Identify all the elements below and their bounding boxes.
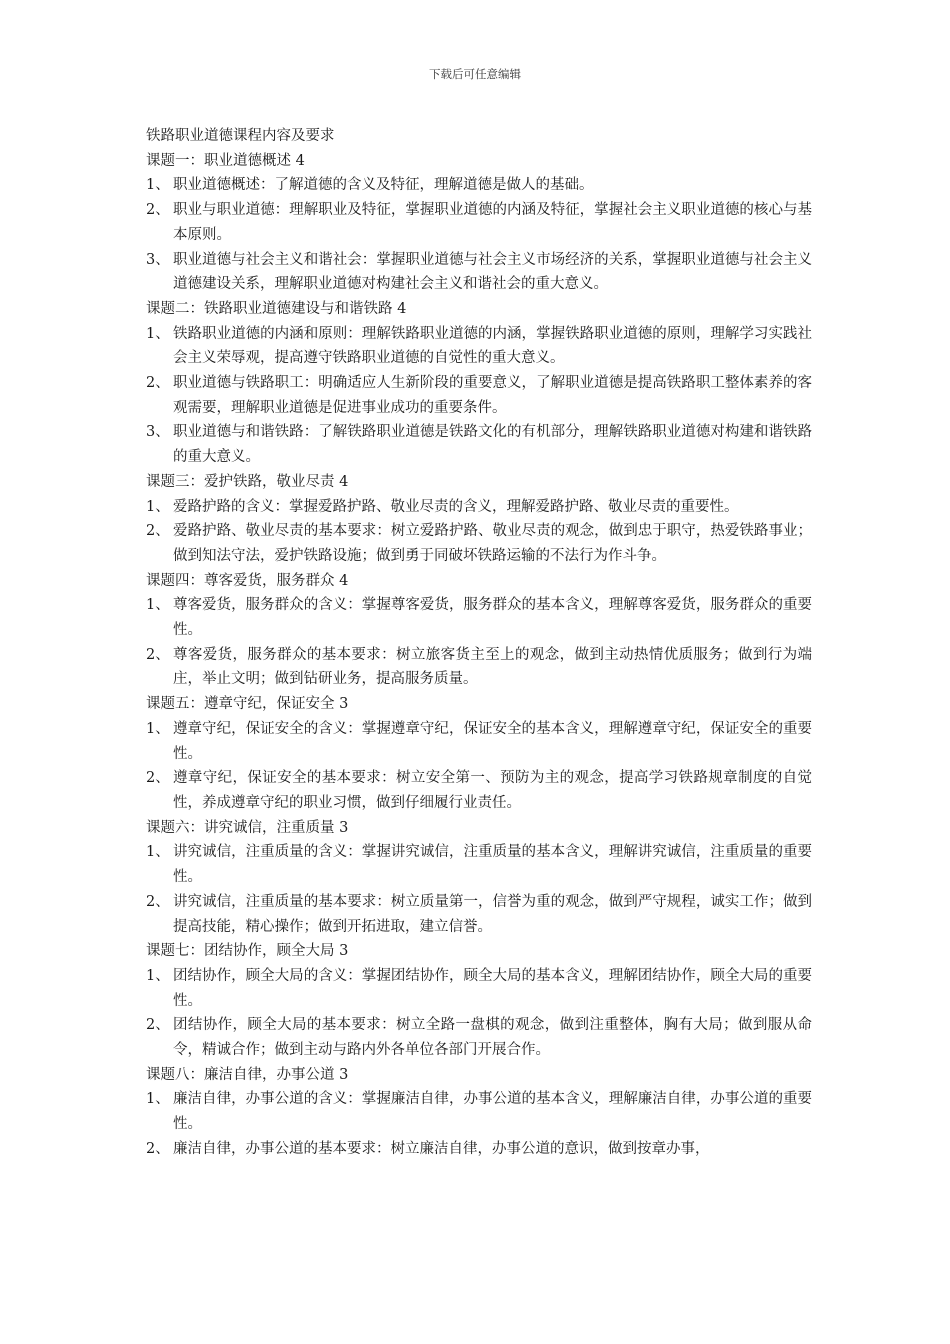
list-item-number: 1、 [146,325,170,342]
list-item-number: 1、 [146,597,170,614]
list-item-text: 爱路护路的含义：掌握爱路护路、敬业尽责的含义，理解爱路护路、敬业尽责的重要性。 [173,498,739,515]
list-item-text: 爱路护路、敬业尽责的基本要求：树立爱路护路、敬业尽责的观念，做到忠于职守，热爱铁路事业；做到知法守法，爱护铁路设施；做到勇于同破坏铁路运输的不法行为作斗争。 [173,523,812,564]
list-item-text: 职业道德与铁路职工：明确适应人生新阶段的重要意义，了解职业道德是提高铁路职工整体素养的客观需要，理解职业道德是促进事业成功的重要条件。 [173,375,812,416]
list-item-number: 2、 [146,646,170,663]
list-item [146,248,812,297]
list-item-number: 3、 [146,251,170,268]
list-item-number: 2、 [146,893,170,910]
list-item-number: 1、 [146,1091,170,1108]
list-item [146,840,812,889]
list-item-number: 2、 [146,770,170,787]
list-item-text: 尊客爱货，服务群众的基本要求：树立旅客货主至上的观念，做到主动热情优质服务；做到行为端庄，举止文明；做到钻研业务，提高服务质量。 [173,646,812,688]
topic-heading: 课题二：铁路职业道德建设与和谐铁路 4 [146,300,407,317]
list-item [146,420,812,469]
list-item [146,519,812,568]
list-item [146,495,812,520]
list-item-text: 职业道德与和谐铁路：了解铁路职业道德是铁路文化的有机部分，理解铁路职业道德对构建和谐铁路的重大意义。 [173,424,812,466]
list-item-text: 尊客爱货，服务群众的含义：掌握尊客爱货，服务群众的基本含义，理解尊客爱货，服务群众的重要性。 [173,597,812,639]
topic-heading: 课题四：尊客爱货，服务群众 4 [146,572,349,589]
list-item-text: 团结协作，顾全大局的基本要求：树立全路一盘棋的观念，做到注重整体，胸有大局；做到服从命令，精诚合作；做到主动与路内外各单位各部门开展合作。 [173,1017,812,1059]
list-item [146,198,812,247]
list-item [146,766,812,815]
list-item-text: 讲究诚信，注重质量的基本要求：树立质量第一，信誉为重的观念，做到严守规程，诚实工作；做到提高技能，精心操作；做到开拓进取，建立信誉。 [173,893,812,935]
list-item [146,173,812,198]
topic-heading: 课题三：爱护铁路，敬业尽责 4 [146,473,349,490]
document-title: 铁路职业道德课程内容及要求 [146,128,335,144]
list-item-text: 廉洁自律，办事公道的含义：掌握廉洁自律，办事公道的基本含义，理解廉洁自律，办事公道的重要性。 [173,1091,812,1133]
list-item [146,371,812,420]
list-item-text: 讲究诚信，注重质量的含义：掌握讲究诚信，注重质量的基本含义，理解讲究诚信，注重质量的重要性。 [173,844,812,886]
list-item-number: 3、 [146,424,170,441]
list-item-text: 职业与职业道德：理解职业及特征，掌握职业道德的内涵及特征，掌握社会主义职业道德的核心与基本原则。 [173,202,812,243]
list-item-text: 廉洁自律，办事公道的基本要求：树立廉洁自律，办事公道的意识，做到按章办事， [173,1140,710,1157]
list-item-number: 1、 [146,177,170,194]
topic-heading: 课题五：遵章守纪，保证安全 3 [146,696,349,713]
topic-heading: 课题七：团结协作，顾全大局 3 [146,943,349,960]
list-item [146,717,812,766]
list-item [146,322,812,371]
list-item-number: 1、 [146,720,170,737]
list-item-text: 职业道德与社会主义和谐社会：掌握职业道德与社会主义市场经济的关系，掌握职业道德与社会主义道德建设关系，理解职业道德对构建社会主义和谐社会的重大意义。 [173,251,812,293]
list-item-text: 遵章守纪，保证安全的基本要求：树立安全第一、预防为主的观念，提高学习铁路规章制度的自觉性，养成遵章守纪的职业习惯，做到仔细履行业责任。 [173,770,812,811]
list-item [146,1137,812,1162]
list-item-number: 1、 [146,967,170,984]
document-body [146,124,812,1162]
list-item-number: 1、 [146,844,170,861]
list-item [146,643,812,692]
topic-heading: 课题八：廉洁自律，办事公道 3 [146,1066,349,1083]
list-item-number: 1、 [146,498,170,515]
list-item [146,1013,812,1062]
list-item-number: 2、 [146,375,170,392]
topic-heading: 课题六：讲究诚信，注重质量 3 [146,819,349,836]
list-item [146,1087,812,1136]
list-item-text: 遵章守纪，保证安全的含义：掌握遵章守纪，保证安全的基本含义，理解遵章守纪，保证安全的重要性。 [173,720,812,762]
list-item-number: 2、 [146,1140,170,1157]
header-note: 下载后可任意编辑 [429,67,521,81]
list-item-text: 铁路职业道德的内涵和原则：理解铁路职业道德的内涵，掌握铁路职业道德的原则，理解学习实践社会主义荣辱观，提高遵守铁路职业道德的自觉性的重大意义。 [173,325,812,367]
list-item-text: 团结协作，顾全大局的含义：掌握团结协作，顾全大局的基本含义，理解团结协作，顾全大局的重要性。 [173,967,812,1009]
topic-heading: 课题一：职业道德概述 4 [146,152,305,169]
list-item-number: 2、 [146,1017,170,1034]
list-item [146,593,812,642]
list-item [146,890,812,939]
list-item-text: 职业道德概述：了解道德的含义及特征，理解道德是做人的基础。 [173,177,594,194]
list-item-number: 2、 [146,523,170,540]
list-item-number: 2、 [146,202,170,219]
list-item [146,964,812,1013]
